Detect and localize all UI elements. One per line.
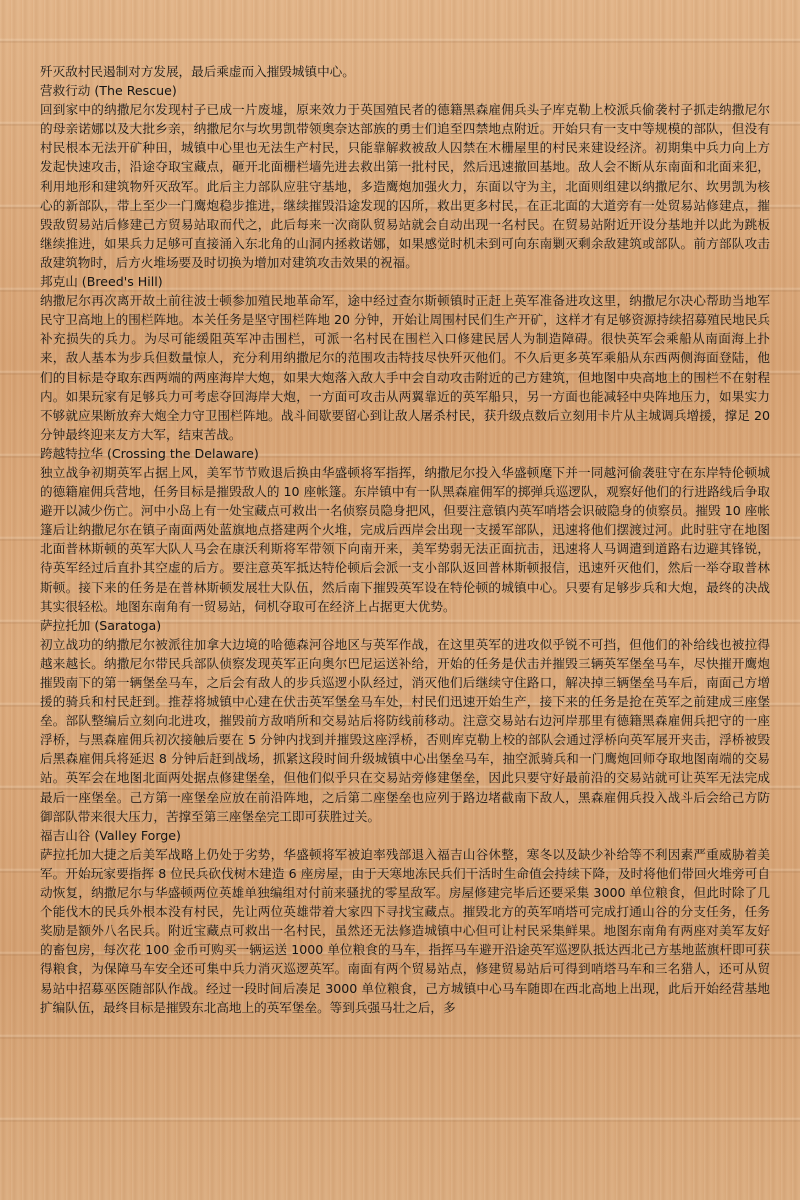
section-crossing-the-delaware [40,444,770,616]
section-body: 纳撒尼尔再次离开故土前往波士顿参加殖民地革命军，途中经过查尔斯顿镇时正赶上英军准备进攻这里，纳撒尼尔决心帮助当地军民守卫高地上的围栏阵地。本关任务是坚守围栏阵地 20 分钟，开始让周围村民们生产开矿，这样才有足够资源持续招募殖民地民兵补充损失的兵力。为尽可能缓阻英军冲击围栏，可派一名村民在围栏入口修建民居人为制造障碍。很快英军会乘船从南面海上扑来，敌人基本为步兵但数量惊人，充分利用纳撒尼尔的范围攻击特技尽快歼灭他们。不久后更多英军乘船从东西两侧海面登陆，他们的目标是夺取东西两端的两座海岸大炮，如果大炮落入敌人手中会自动攻击附近的己方建筑，但地图中央高地上的围栏不在射程内。如果玩家有足够兵力可考虑夺回海岸大炮，一方面可攻击从两翼靠近的英军船只，另一方面也能减轻中央阵地压力，如果实力不够就应果断放弃大炮全力守卫围栏阵地。战斗间歇要留心到让敌人屠杀村民，获升级点数后立刻用卡片从主城调兵增援，撑足 20 分钟最终迎来友方大军，结束苦战。 [40,293,770,442]
section-title: 福吉山谷 (Valley Forge) [40,827,181,843]
section-the-rescue [40,81,770,272]
section-title: 跨越特拉华 (Crossing the Delaware) [40,445,259,461]
section-saratoga [40,616,770,826]
section-valley-forge [40,826,770,1017]
section-body: 独立战争初期英军占据上风，美军节节败退后换由华盛顿将军指挥，纳撒尼尔投入华盛顿麾下并一同越河偷袭驻守在东岸特伦顿城的德籍雇佣兵营地，任务目标是摧毁敌人的 10 座帐篷。东岸镇中有一队黑森雇佣军的掷弹兵巡逻队，观察好他们的行进路线后争取避开以减少伤亡。河中小岛上有一处宝藏点可救出一名侦察员隐身把风，但要注意镇内英军哨塔会识破隐身的侦察员。摧毁 10 座帐篷后让纳撒尼尔在镇子南面两处蓝旗地点搭建两个火堆，完成后西岸会出现一支援军部队，迅速将他们摆渡过河。此时驻守在地图北面普林斯顿的英军大队人马会在康沃利斯将军带领下向南开来，美军势弱无法正面抗击，迅速将人马调遣到道路右边避其锋锐，待英军经过后直扑其空虚的后方。要注意英军抵达特伦顿后会派一支小部队返回普林斯顿报信，迅速歼灭他们，然后一举夺取普林斯顿。接下来的任务是在普林斯顿发展壮大队伍，然后南下摧毁英军设在特伦顿的城镇中心。只要有足够步兵和大炮，最终的决战其实很轻松。地图东南角有一贸易站，伺机夺取可在经济上占据更大优势。 [40,464,770,614]
section-title: 邦克山 (Breed's Hill) [40,274,163,290]
guide-text-column [40,62,770,1017]
section-body: 初立战功的纳撒尼尔被派往加拿大边境的哈德森河谷地区与英军作战，在这里英军的进攻似乎锐不可挡，但他们的补给线也被拉得越来越长。纳撒尼尔带民兵部队侦察发现英军正向奥尔巴尼运送补给，开始的任务是伏击并摧毁三辆英军堡垒马车，尽快摧开鹰炮摧毁南下的第一辆堡垒马车，之后会有敌人的步兵巡逻小队经过，消灭他们后继续守住路口，解决掉三辆堡垒马车后，南面己方增援的骑兵和村民赶到。推荐将城镇中心建在伏击英军堡垒马车处，村民们迅速开始生产，接下来的任务是抢在英军之前建成三座堡垒。部队整编后立刻向北进攻，摧毁前方敌哨所和交易站后将防线前移动。注意交易站右边河岸那里有德籍黑森雇佣兵把守的一座浮桥，与黑森雇佣兵初次接触后要在 5 分钟内找到并摧毁这座浮桥，否则库克勒上校的部队会通过浮桥向英军展开夹击，浮桥被毁后黑森雇佣兵将延迟 8 分钟后赶到战场，抓紧这段时间升级城镇中心出堡垒马车，抽空派骑兵和一门鹰炮回师夺取地图南端的交易站。英军会在地图北面两处据点修建堡垒，但他们似乎只在交易站旁修建堡垒，因此只要守好最前沿的交易站就可让英军无法完成最后一座堡垒。己方第一座堡垒应放在前沿阵地，之后第二座堡垒也应列于路边堵截南下敌人，黑森雇佣兵投入战斗后会给己方防御部队带来很大压力，苦撑至第三座堡垒完工即可获胜过关。 [40,636,770,824]
section-title: 营救行动 (The Rescue) [40,83,177,99]
section-body: 萨拉托加大捷之后美军战略上仍处于劣势，华盛顿将军被迫率残部退入福吉山谷休整，寒冬以及缺少补给等不利因素严重威胁着美军。开始玩家要指挥 8 位民兵砍伐树木建造 6 座房屋，由于天寒地冻民兵们干活时生命值会持续下降，及时将他们带回火堆旁可自动恢复，纳撒尼尔与华盛顿两位英雄单独编组对付前来骚扰的零星敌军。房屋修建完毕后还要采集 3000 单位粮食，但此时除了几个能伐木的民兵外根本没有村民，先让两位英雄带着大家四下寻找宝藏点。摧毁北方的英军哨塔可完成打通山谷的分支任务，任务奖励是额外八名民兵。附近宝藏点可救出一名村民，虽然还无法修造城镇中心但可让村民采集鲜果。地图东南角有两座对美军友好的畜包房，每次花 100 金币可购买一辆运送 1000 单位粮食的马车，指挥马车避开沿途英军巡逻队抵达西北己方基地蓝旗杆即可获得粮食，为保障马车安全还可集中兵力消灭巡逻英军。南面有两个贸易站点，修建贸易站后可得到哨塔马车和三名猎人，还可从贸易站中招募巫医随部队作战。经过一段时间后凑足 3000 单位粮食，己方城镇中心马车随即在西北高地上出现，此后开始经营基地扩编队伍，最终目标是摧毁东北高地上的英军堡垒。等到兵强马壮之后，多 [40,846,770,1015]
section-breeds-hill [40,272,770,444]
intro-paragraph: 歼灭敌村民遏制对方发展，最后乘虚而入摧毁城镇中心。 [40,64,355,79]
section-title: 萨拉托加 (Saratoga) [40,617,162,633]
section-body: 回到家中的纳撒尼尔发现村子已成一片废墟，原来效力于英国殖民者的德籍黑森雇佣兵头子库克勒上校派兵偷袭村子抓走纳撒尼尔的母亲诺娜以及大批乡亲，纳撒尼尔与坎男凯带领奥奈达部族的勇士们追至四禁地点附近。开始只有一支中等规模的部队，但没有村民根本无法开矿种田，城镇中心里也无法生产村民，只能靠解救被敌人囚禁在木栅屋里的村民来建设经济。初期集中兵力向上方发起快速攻击，沿途夺取宝藏点，砸开北面栅栏墙先进去救出第一批村民，然后迅速撤回基地。敌人会不断从东南面和北面来犯，利用地形和建筑物歼灭敌军。此后主力部队应驻守基地，多造鹰炮加强火力，东面以守为主，北面则组建以纳撒尼尔、坎男凯为核心的新部队，带上至少一门鹰炮稳步推进，继续摧毁沿途发现的囚所，救出更多村民，在正北面的大道旁有一处贸易站修建点，摧毁敌贸易站后修建己方贸易站取而代之，此后每来一次商队贸易站就会自动出现一名村民。在贸易站附近开设分基地并以此为跳板继续推进，如果兵力足够可直接涌入东北角的山洞内拯救诺娜，如果感觉时机未到可向东南剿灭剩余敌建筑或部队。前方部队攻击敌建筑物时，后方火堆场要及时切换为增加对建筑攻击效果的祝福。 [40,102,770,270]
